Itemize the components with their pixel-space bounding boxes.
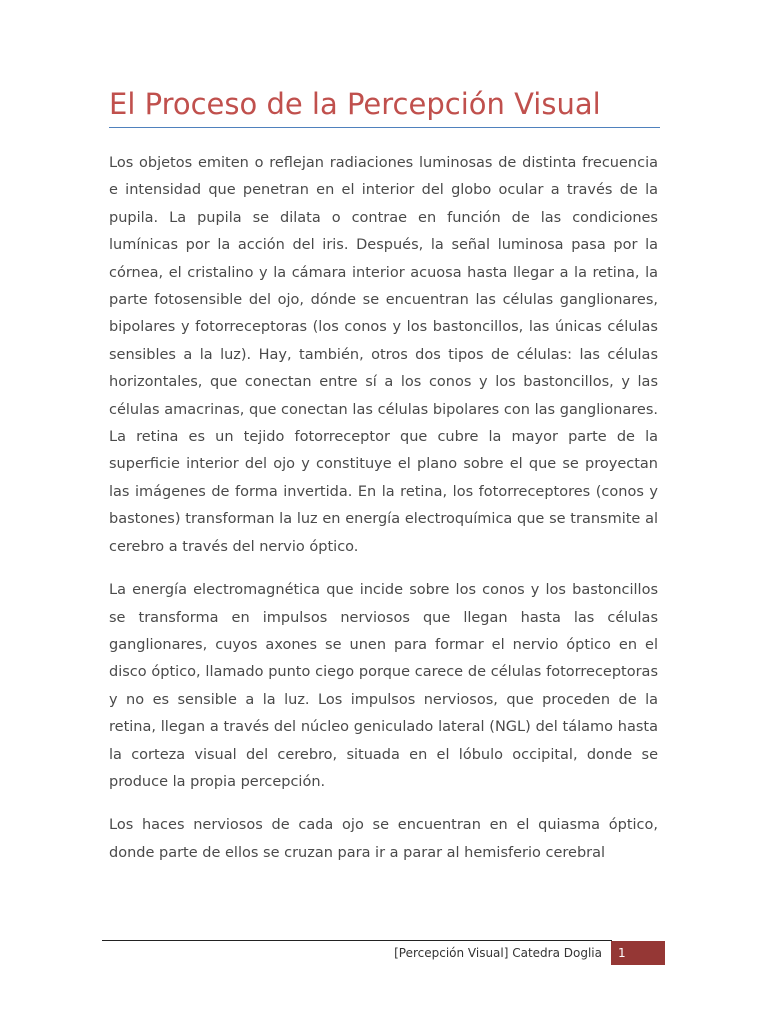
body-text xyxy=(109,150,658,883)
footer-label: [Percepción Visual] Catedra Doglia xyxy=(394,946,602,960)
paragraph-3: Los haces nerviosos de cada ojo se encuentran en el quiasma óptico, donde parte de ellos se cruzan para ir a parar al hemisferio cerebral xyxy=(109,817,658,861)
paragraph-1: Los objetos emiten o reflejan radiaciones luminosas de distinta frecuencia e intensidad que penetran en el interior del globo ocular a través de la pupila. La pupila se dilata o contrae en función de las condiciones lumínicas por la acción del iris. Después, la señal luminosa pasa por la córnea, el cristalino y la cámara interior acuosa hasta llegar a la retina, la parte fotosensible del ojo, dónde se encuentran las células ganglionares, bipolares y fotorreceptoras (los conos y los bastoncillos, las únicas células sensibles a la luz). Hay, también, otros dos tipos de células: las células horizontales, que conectan entre sí a los conos y los bastoncillos, y las células amacrinas, que conectan las células bipolares con las ganglionares. La retina es un tejido fotorreceptor que cubre la mayor parte de la superficie interior del ojo y constituye el plano sobre el que se proyectan las imágenes de forma invertida. En la retina, los fotorreceptores (conos y bastones) transforman la luz en energía electroquímica que se transmite al cerebro a través del nervio óptico. xyxy=(109,155,658,555)
page-number-badge: 1 xyxy=(611,941,665,965)
page-title: El Proceso de la Percepción Visual xyxy=(109,87,601,121)
title-underline xyxy=(109,127,660,128)
paragraph-2: La energía electromagnética que incide sobre los conos y los bastoncillos se transforma en impulsos nerviosos que llegan hasta las células ganglionares, cuyos axones se unen para formar el nervio óptico en el disco óptico, llamado punto ciego porque carece de células fotorreceptoras y no es sensible a la luz. Los impulsos nerviosos, que proceden de la retina, llegan a través del núcleo geniculado lateral (NGL) del tálamo hasta la corteza visual del cerebro, situada en el lóbulo occipital, donde se produce la propia percepción. xyxy=(109,582,658,790)
